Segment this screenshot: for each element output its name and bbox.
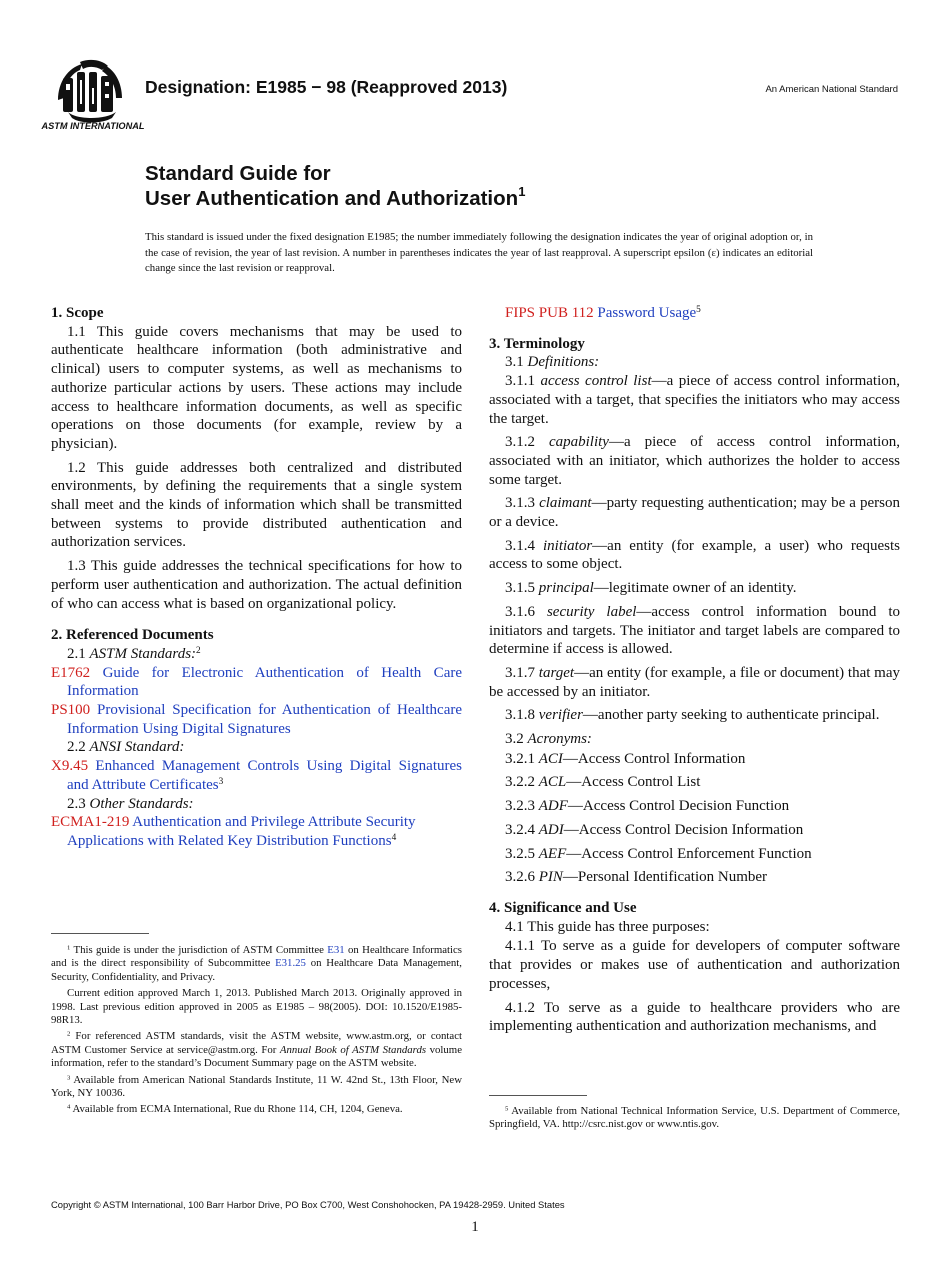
designation: Designation: E1985 − 98 (Reapproved 2013) — [145, 77, 508, 97]
definition-3-1-1: 3.1.1 access control list—a piece of access control information, associated with a target, that specifies the initiators who may access the target. — [489, 373, 901, 427]
acronym-3-2-4: 3.2.4 ADI—Access Control Decision Information — [505, 821, 804, 838]
reference-ps100[interactable]: PS100 Provisional Specification for Authentication of Healthcare Information Using Digital Signatures — [51, 702, 463, 737]
footnote-divider-left — [51, 933, 149, 934]
section-heading-referenced-documents: 2. Referenced Documents — [51, 627, 214, 644]
footnotes-right — [489, 1105, 900, 1135]
footnote-2: $^2$ For referenced ASTM standards, visit the ASTM website, www.astm.org, or contact ASTM Customer Service at service@astm.org. For Annual Book of ASTM Standards volume information, refer to the standard’s Document Summary page on the ASTM website. — [51, 1030, 462, 1070]
definition-3-1-5: 3.1.5 principal—legitimate owner of an identity. — [505, 580, 797, 597]
logo-wordmark: ASTM INTERNATIONAL — [41, 121, 145, 131]
title-line-2: User Authentication and Authorization$^1$ — [145, 183, 526, 210]
subsection-2-1: 2.1 ASTM Standards:$^2$ — [67, 645, 201, 662]
footnote-1-edition: Current edition approved March 1, 2013. Published March 2013. Originally approved in 1998. Last previous edition approved in 2005 as E1985 – 98(2005). DOI: 10.1520/E1985-98R13. — [51, 987, 462, 1027]
right-column — [489, 304, 900, 1041]
definition-3-1-8: 3.1.8 verifier—another party seeking to authenticate principal. — [505, 707, 880, 724]
paragraph-4-1: 4.1 This guide has three purposes: — [505, 918, 710, 935]
document-title — [145, 161, 525, 211]
reference-ecma[interactable]: ECMA1-219 Authentication and Privilege Attribute Security Applications with Related Key Distribution Functions$^4$ — [51, 814, 416, 849]
title-footnote-mark: 1 — [518, 183, 526, 199]
preamble: This standard is issued under the fixed designation E1985; the number immediately following the designation indicates the year of original adoption or, in the case of revision, the year of last revision. A number in parentheses indicates the year of last reapproval. A superscript epsilon (ε) indicates an editorial change since the last revision or reapproval. — [145, 231, 813, 275]
national-standard-label: An American National Standard — [765, 84, 898, 95]
footnote-3: $^3$ Available from American National Standards Institute, 11 W. 42nd St., 13th Floor, New York, NY 10036. — [51, 1073, 462, 1100]
reference-x945[interactable]: X9.45 Enhanced Management Controls Using Digital Signatures and Attribute Certificates$^3$ — [51, 758, 462, 793]
definition-3-1-6: 3.1.6 security label—access control information bound to initiators and targets. The initiator and target labels are compared to determine if access is allowed. — [489, 603, 901, 658]
section-heading-significance: 4. Significance and Use — [489, 899, 637, 916]
paragraph-1-3: 1.3 This guide addresses the technical specifications for how to perform user authentication and authorization. The actual definition of who can access what is based on organizational policy. — [51, 558, 462, 612]
definition-3-1-4: 3.1.4 initiator—an entity (for example, a user) who requests access to some object. — [489, 537, 900, 573]
reference-fips[interactable]: FIPS PUB 112 Password Usage$^5$ — [505, 304, 701, 321]
footnote-4: $^4$ Available from ECMA International, Rue du Rhone 114, CH, 1204, Geneva. — [67, 1103, 403, 1116]
committee-link[interactable]: E31 — [327, 944, 345, 956]
paragraph-1-1: 1.1 This guide covers mechanisms that may be used to authenticate healthcare information (both administrative and clinical) users to computer systems, as well as mechanisms to authorize particular actions by users. These actions may include access to healthcare information documents, as well as specific operations on those documents (for example, review by a physician). — [51, 323, 462, 452]
definition-3-1-3: 3.1.3 claimant—party requesting authentication; may be a person or a device. — [489, 495, 900, 531]
copyright-notice: Copyright © ASTM International, 100 Barr Harbor Drive, PO Box C700, West Conshohocken, PA 19428-2959. United States — [51, 1199, 565, 1210]
left-column — [51, 304, 462, 851]
acronym-3-2-3: 3.2.3 ADF—Access Control Decision Function — [505, 798, 790, 815]
subsection-2-3: 2.3 Other Standards: — [67, 795, 194, 812]
acronym-3-2-2: 3.2.2 ACL—Access Control List — [505, 774, 701, 791]
acronym-3-2-6: 3.2.6 PIN—Personal Identification Number — [505, 869, 768, 886]
paragraph-4-1-2: 4.1.2 To serve as a guide to healthcare providers who are implementing authentication and authorization mechanisms, and — [489, 999, 900, 1035]
definition-3-1-2: 3.1.2 capability—a piece of access control information, associated with an initiator, which authorizes the holder to access some target. — [489, 434, 901, 488]
subsection-3-1: 3.1 Definitions: — [505, 354, 600, 371]
acronym-3-2-1: 3.2.1 ACI—Access Control Information — [505, 750, 746, 767]
subsection-2-2: 2.2 ANSI Standard: — [67, 739, 185, 756]
paragraph-1-2: 1.2 This guide addresses both centralized and distributed environments, by defining the requirements that a single system shall meet and the kinds of information which shall be transmitted between systems to provide distributed authentication and authorization services. — [51, 459, 462, 551]
acronym-3-2-5: 3.2.5 AEF—Access Control Enforcement Function — [505, 845, 812, 862]
subsection-3-2: 3.2 Acronyms: — [505, 731, 592, 748]
section-heading-terminology: 3. Terminology — [489, 335, 585, 352]
title-line-1: Standard Guide for — [145, 162, 331, 185]
footnote-divider-right — [489, 1095, 587, 1096]
page-number: 1 — [471, 1219, 479, 1235]
reference-e1762[interactable]: E1762 Guide for Electronic Authentication of Health Care Information — [51, 664, 463, 700]
section-heading-scope: 1. Scope — [51, 305, 104, 321]
definition-3-1-7: 3.1.7 target—an entity (for example, a file or document) that may be accessed by an initiator. — [489, 664, 901, 700]
footnote-5: $^5$ Available from National Technical Information Service, U.S. Department of Commerce, Springfield, VA. http://csrc.nist.gov or www.ntis.gov. — [489, 1105, 900, 1131]
paragraph-4-1-1: 4.1.1 To serve as a guide for developers of computer software that provides or makes use of authentication and authorization processes, — [489, 938, 900, 992]
footnote-1: $^1$ This guide is under the jurisdiction of ASTM Committee E31 on Healthcare Informatics and is the direct responsibility of Subcommittee E31.25 on Healthcare Data Management, Security, Confidentiality, and Privacy. — [51, 944, 462, 983]
footnotes-left — [51, 944, 462, 1120]
subcommittee-link[interactable]: E31.25 — [275, 957, 306, 970]
astm-logo — [41, 58, 145, 132]
